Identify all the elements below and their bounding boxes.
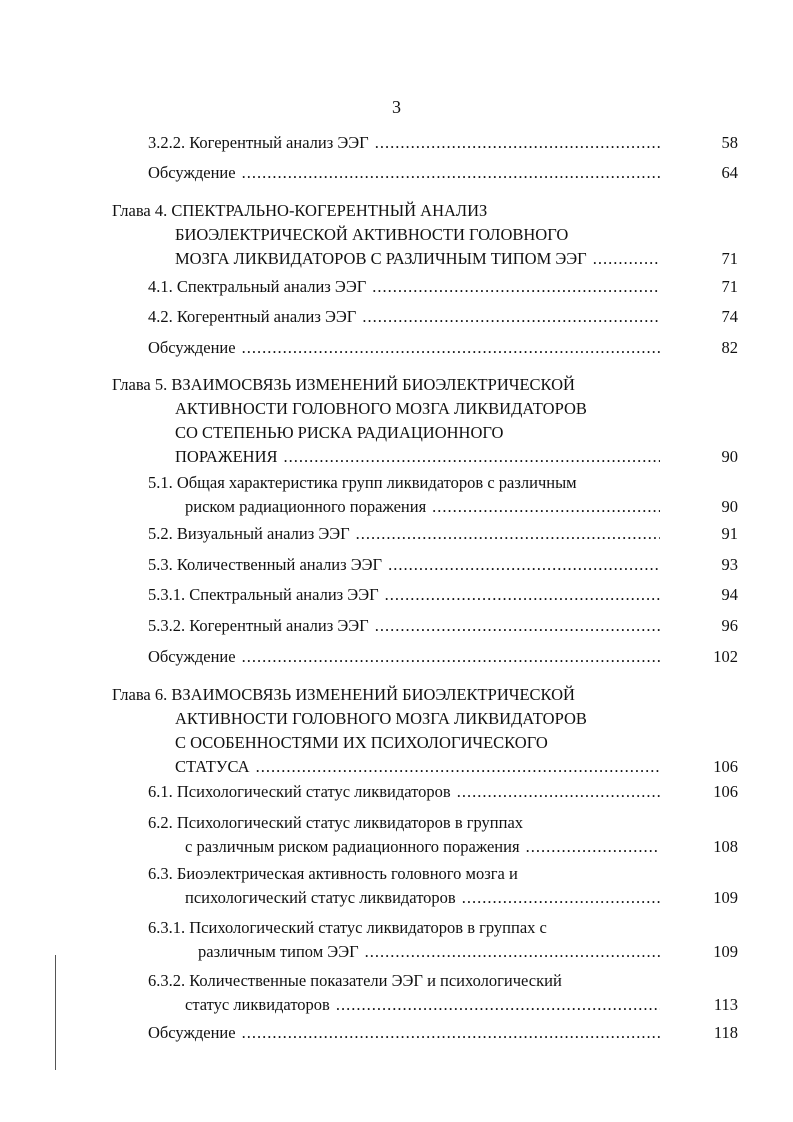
toc-page-number: 102 — [713, 647, 738, 666]
toc-entry-text: Обсуждение — [148, 163, 236, 182]
toc-entry-text: 5.1. Общая характеристика групп ликвидаторов с различным — [148, 473, 577, 492]
toc-page-number: 109 — [713, 942, 738, 961]
toc-entry-text: Глава 5. ВЗАИМОСВЯЗЬ ИЗМЕНЕНИЙ БИОЭЛЕКТРИЧЕСКОЙ — [112, 375, 575, 394]
toc-entry-text: 5.3.2. Когерентный анализ ЭЭГ — [148, 616, 369, 635]
dot-leader — [242, 1022, 660, 1044]
toc-entry-text: Глава 4. СПЕКТРАЛЬНО-КОГЕРЕНТНЫЙ АНАЛИЗ — [112, 201, 488, 220]
toc-entry-text: АКТИВНОСТИ ГОЛОВНОГО МОЗГА ЛИКВИДАТОРОВ — [175, 399, 587, 418]
dot-leader — [242, 162, 660, 184]
toc-page-number: 106 — [713, 782, 738, 801]
dot-leader — [365, 941, 660, 963]
toc-entry-text: 6.1. Психологический статус ликвидаторов — [148, 782, 451, 801]
toc-page-number: 93 — [721, 555, 738, 574]
toc-page-number: 82 — [721, 338, 738, 357]
toc-page-number: 94 — [721, 585, 738, 604]
toc-entry-text: С ОСОБЕННОСТЯМИ ИХ ПСИХОЛОГИЧЕСКОГО — [175, 733, 548, 752]
toc-entry-text: 5.3. Количественный анализ ЭЭГ — [148, 555, 383, 574]
dot-leader — [284, 446, 660, 468]
toc-page-number: 58 — [721, 133, 738, 152]
toc-page-number: 71 — [721, 277, 738, 296]
toc-entry-text: 3.2.2. Когерентный анализ ЭЭГ — [148, 133, 369, 152]
dot-leader — [256, 756, 660, 778]
toc-entry-text: 5.2. Визуальный анализ ЭЭГ — [148, 524, 350, 543]
toc-entry-text: 6.3.1. Психологический статус ликвидаторов в группах с — [148, 918, 547, 937]
dot-leader — [526, 836, 660, 858]
toc-page-number: 91 — [721, 524, 738, 543]
toc-entry-text: АКТИВНОСТИ ГОЛОВНОГО МОЗГА ЛИКВИДАТОРОВ — [175, 709, 587, 728]
dot-leader — [242, 646, 660, 668]
toc-entry-text: ПОРАЖЕНИЯ — [175, 447, 278, 466]
toc-page-number: 113 — [713, 995, 738, 1014]
toc-page-number: 71 — [721, 249, 738, 268]
toc-entry-text: СТАТУСА — [175, 757, 250, 776]
dot-leader — [375, 132, 660, 154]
dot-leader — [462, 887, 660, 909]
toc-entry-text: МОЗГА ЛИКВИДАТОРОВ С РАЗЛИЧНЫМ ТИПОМ ЭЭГ — [175, 249, 587, 268]
dot-leader — [593, 248, 660, 270]
toc-entry-text: СО СТЕПЕНЬЮ РИСКА РАДИАЦИОННОГО — [175, 423, 504, 442]
toc-entry-text: Глава 6. ВЗАИМОСВЯЗЬ ИЗМЕНЕНИЙ БИОЭЛЕКТРИЧЕСКОЙ — [112, 685, 575, 704]
page-number: 3 — [392, 97, 401, 117]
dot-leader — [388, 554, 660, 576]
toc-entry-text: 6.3.2. Количественные показатели ЭЭГ и психологический — [148, 971, 562, 990]
toc-entry-text: Обсуждение — [148, 1023, 236, 1042]
toc-page-number: 90 — [721, 447, 738, 466]
toc-entry-text: БИОЭЛЕКТРИЧЕСКОЙ АКТИВНОСТИ ГОЛОВНОГО — [175, 225, 569, 244]
toc-page-number: 64 — [721, 163, 738, 182]
dot-leader — [375, 615, 660, 637]
dot-leader — [336, 994, 660, 1016]
toc-page-number: 109 — [713, 888, 738, 907]
toc-entry-text: Обсуждение — [148, 338, 236, 357]
toc-entry-text: 4.2. Когерентный анализ ЭЭГ — [148, 307, 357, 326]
toc-page-number: 106 — [713, 757, 738, 776]
dot-leader — [372, 276, 660, 298]
dot-leader — [362, 306, 660, 328]
toc-entry-text: различным типом ЭЭГ — [198, 942, 359, 961]
toc-page-number: 74 — [721, 307, 738, 326]
toc-entry-text: статус ликвидаторов — [185, 995, 330, 1014]
toc-page-number: 96 — [721, 616, 738, 635]
toc-entry-text: психологический статус ликвидаторов — [185, 888, 456, 907]
toc-entry-text: 6.2. Психологический статус ликвидаторов в группах — [148, 813, 524, 832]
dot-leader — [432, 496, 660, 518]
toc-entry-text: с различным риском радиационного поражения — [185, 837, 520, 856]
toc-page-number: 108 — [713, 837, 738, 856]
dot-leader — [385, 584, 660, 606]
toc-entry-text: риском радиационного поражения — [185, 497, 427, 516]
toc-entry-text: 4.1. Спектральный анализ ЭЭГ — [148, 277, 367, 296]
toc-page-number: 90 — [721, 497, 738, 516]
margin-mark — [55, 955, 56, 1070]
toc-page-number: 118 — [713, 1023, 738, 1042]
toc-entry-text: Обсуждение — [148, 647, 236, 666]
dot-leader — [356, 523, 660, 545]
dot-leader — [242, 337, 660, 359]
toc-entry-text: 5.3.1. Спектральный анализ ЭЭГ — [148, 585, 379, 604]
dot-leader — [457, 781, 660, 803]
toc-entry-text: 6.3. Биоэлектрическая активность головного мозга и — [148, 864, 518, 883]
